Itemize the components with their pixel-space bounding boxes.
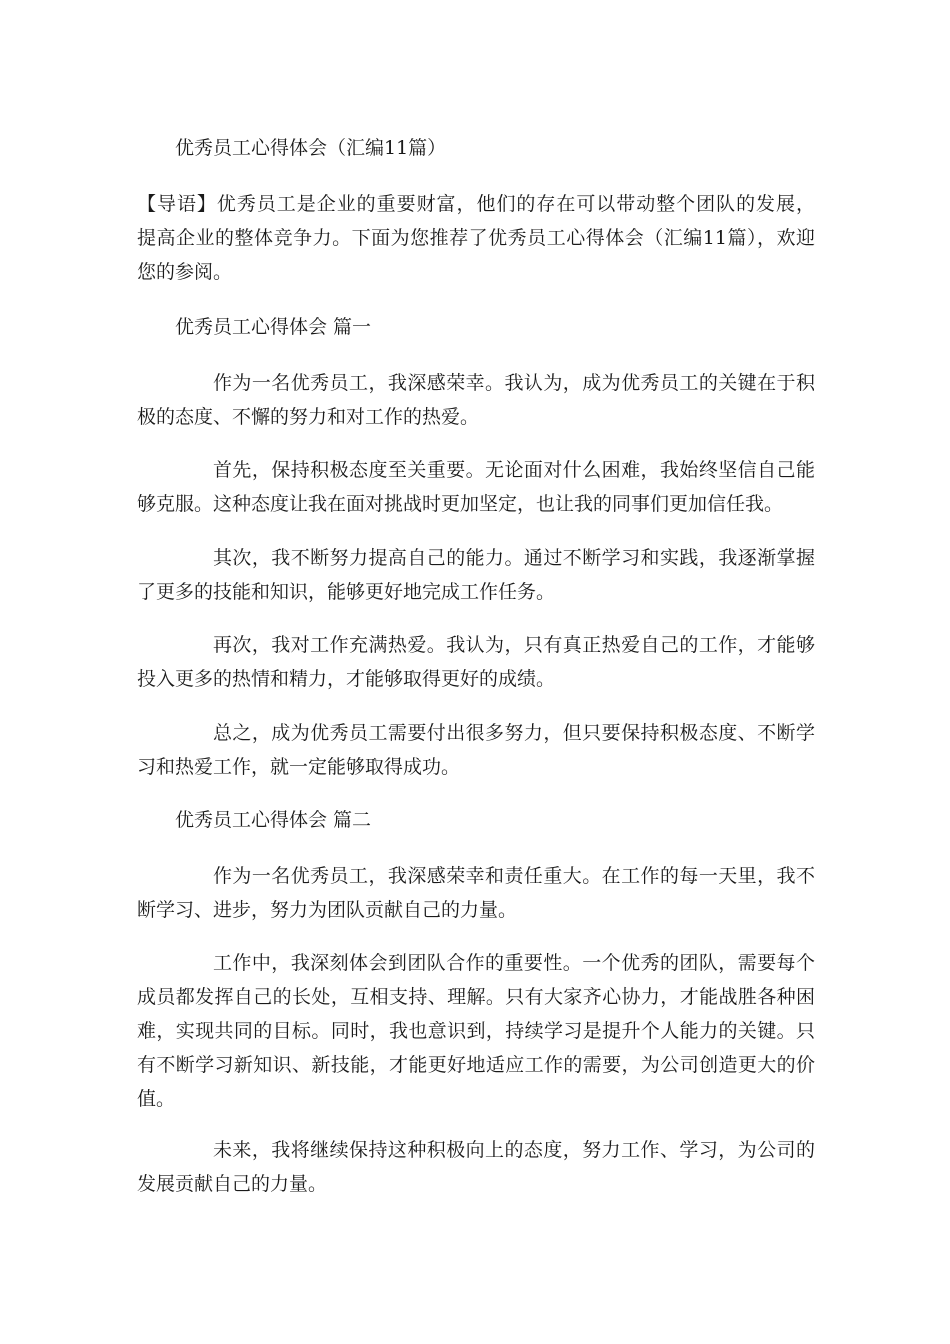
paragraph-line: 有不断学习新知识、新技能，才能更好地适应工作的需要，为公司创造更大的价 bbox=[137, 1054, 815, 1076]
paragraph-line: 首先，保持积极态度至关重要。无论面对什么困难，我始终坚信自己能 bbox=[213, 459, 815, 481]
paragraph-line: 再次，我对工作充满热爱。我认为，只有真正热爱自己的工作，才能够 bbox=[213, 634, 815, 656]
paragraph-line: 极的态度、不懈的努力和对工作的热爱。 bbox=[137, 406, 480, 428]
paragraph-line: 断学习、进步，努力为团队贡献自己的力量。 bbox=[137, 899, 518, 921]
paragraph-line: 了更多的技能和知识，能够更好地完成工作任务。 bbox=[137, 581, 556, 603]
paragraph-line: 总之，成为优秀员工需要付出很多努力，但只要保持积极态度、不断学 bbox=[213, 722, 815, 744]
paragraph-line: 值。 bbox=[137, 1088, 176, 1110]
section-heading: 优秀员工心得体会 篇二 bbox=[175, 809, 372, 831]
paragraph-line: 难，实现共同的目标。同时，我也意识到，持续学习是提升个人能力的关键。只 bbox=[137, 1020, 815, 1042]
paragraph-line: 习和热爱工作，就一定能够取得成功。 bbox=[137, 756, 461, 778]
paragraph-line: 作为一名优秀员工，我深感荣幸。我认为，成为优秀员工的关键在于积 bbox=[213, 372, 815, 394]
paragraph-line: 发展贡献自己的力量。 bbox=[137, 1173, 328, 1195]
paragraph-line: 投入更多的热情和精力，才能够取得更好的成绩。 bbox=[137, 668, 556, 690]
paragraph-line: 成员都发挥自己的长处，互相支持、理解。只有大家齐心协力，才能战胜各种困 bbox=[137, 986, 815, 1008]
paragraph-line: 未来，我将继续保持这种积极向上的态度，努力工作、学习，为公司的 bbox=[213, 1139, 815, 1161]
intro-line: 提高企业的整体竞争力。下面为您推荐了优秀员工心得体会（汇编11篇），欢迎 bbox=[137, 227, 815, 249]
paragraph-line: 工作中，我深刻体会到团队合作的重要性。一个优秀的团队，需要每个 bbox=[213, 952, 815, 974]
intro-line: 【导语】优秀员工是企业的重要财富，他们的存在可以带动整个团队的发展， bbox=[137, 193, 815, 215]
paragraph-line: 其次，我不断努力提高自己的能力。通过不断学习和实践，我逐渐掌握 bbox=[213, 547, 815, 569]
document-title: 优秀员工心得体会（汇编11篇） bbox=[175, 137, 447, 159]
paragraph-line: 够克服。这种态度让我在面对挑战时更加坚定，也让我的同事们更加信任我。 bbox=[137, 493, 784, 515]
intro-line: 您的参阅。 bbox=[137, 261, 233, 283]
section-heading: 优秀员工心得体会 篇一 bbox=[175, 316, 372, 338]
paragraph-line: 作为一名优秀员工，我深感荣幸和责任重大。在工作的每一天里，我不 bbox=[213, 865, 815, 887]
